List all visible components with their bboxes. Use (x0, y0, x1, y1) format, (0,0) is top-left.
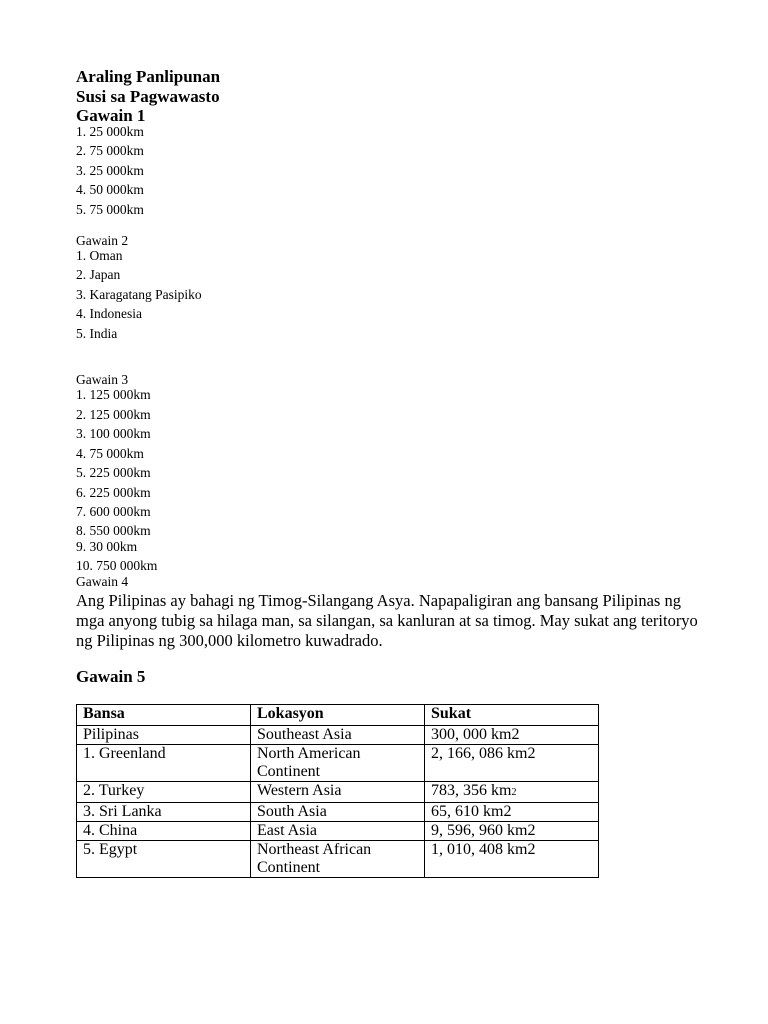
gawain2-title: Gawain 2 (76, 233, 129, 248)
gawain3-item: 9. 30 00km (76, 539, 138, 554)
gawain5-title: Gawain 5 (76, 667, 146, 686)
gawain3-item: 4. 75 000km (76, 446, 144, 461)
cell-bansa: 1. Greenland (77, 745, 251, 782)
gawain3-item: 6. 225 000km (76, 485, 151, 500)
cell-sukat-subscript: 2 (511, 787, 517, 798)
column-header-bansa: Bansa (77, 705, 251, 726)
gawain4-paragraph (76, 591, 766, 651)
gawain3-title: Gawain 3 (76, 372, 129, 387)
gawain3-item: 7. 600 000km (76, 504, 151, 519)
gawain2-item: 4. Indonesia (76, 306, 142, 321)
paragraph-line: ng Pilipinas ng 300,000 kilometro kuwadrado. (76, 631, 383, 650)
cell-sukat (425, 782, 599, 803)
countries-table (76, 704, 599, 878)
table-header-row (77, 705, 599, 726)
gawain3-item: 5. 225 000km (76, 465, 151, 480)
gawain2-item: 3. Karagatang Pasipiko (76, 287, 202, 302)
cell-bansa: 5. Egypt (77, 841, 251, 878)
table-row (77, 726, 599, 745)
gawain3-item: 3. 100 000km (76, 426, 151, 441)
cell-bansa: Pilipinas (77, 726, 251, 745)
subject-title: Araling Panlipunan (76, 67, 221, 86)
gawain1-item: 5. 75 000km (76, 202, 144, 217)
paragraph-line: mga anyong tubig sa hilaga man, sa silangan, sa kanluran at sa timog. May sukat ang teritoryo (76, 611, 698, 630)
cell-bansa: 2. Turkey (77, 782, 251, 803)
table-row (77, 803, 599, 822)
cell-sukat: 2, 166, 086 km2 (425, 745, 599, 782)
table-row (77, 745, 599, 782)
gawain2-item: 1. Oman (76, 248, 123, 263)
gawain3-item: 10. 750 000km (76, 558, 158, 573)
cell-lokasyon: Northeast African Continent (251, 841, 425, 878)
cell-sukat-value: 783, 356 km (431, 782, 512, 799)
table-row (77, 782, 599, 803)
gawain1-item: 2. 75 000km (76, 143, 144, 158)
gawain3-item: 2. 125 000km (76, 407, 151, 422)
table-row (77, 822, 599, 841)
column-header-lokasyon: Lokasyon (251, 705, 425, 726)
gawain2-item: 5. India (76, 326, 118, 341)
cell-lokasyon: East Asia (251, 822, 425, 841)
cell-sukat: 1, 010, 408 km2 (425, 841, 599, 878)
table-row (77, 841, 599, 878)
cell-sukat: 300, 000 km2 (425, 726, 599, 745)
cell-bansa: 4. China (77, 822, 251, 841)
paragraph-line: Ang Pilipinas ay bahagi ng Timog-Silangang Asya. Napapaligiran ang bansang Pilipinas ng (76, 591, 681, 610)
gawain3-item: 8. 550 000km (76, 523, 151, 538)
gawain1-item: 1. 25 000km (76, 124, 144, 139)
cell-bansa: 3. Sri Lanka (77, 803, 251, 822)
gawain3-item: 1. 125 000km (76, 387, 151, 402)
cell-lokasyon: Southeast Asia (251, 726, 425, 745)
gawain1-item: 4. 50 000km (76, 182, 144, 197)
cell-sukat: 9, 596, 960 km2 (425, 822, 599, 841)
gawain1-item: 3. 25 000km (76, 163, 144, 178)
gawain1-title: Gawain 1 (76, 106, 146, 125)
cell-lokasyon: Western Asia (251, 782, 425, 803)
cell-lokasyon: North American Continent (251, 745, 425, 782)
gawain2-item: 2. Japan (76, 267, 121, 282)
cell-lokasyon: South Asia (251, 803, 425, 822)
column-header-sukat: Sukat (425, 705, 599, 726)
gawain4-title: Gawain 4 (76, 574, 129, 589)
cell-sukat: 65, 610 km2 (425, 803, 599, 822)
answer-key-title: Susi sa Pagwawasto (76, 87, 220, 106)
